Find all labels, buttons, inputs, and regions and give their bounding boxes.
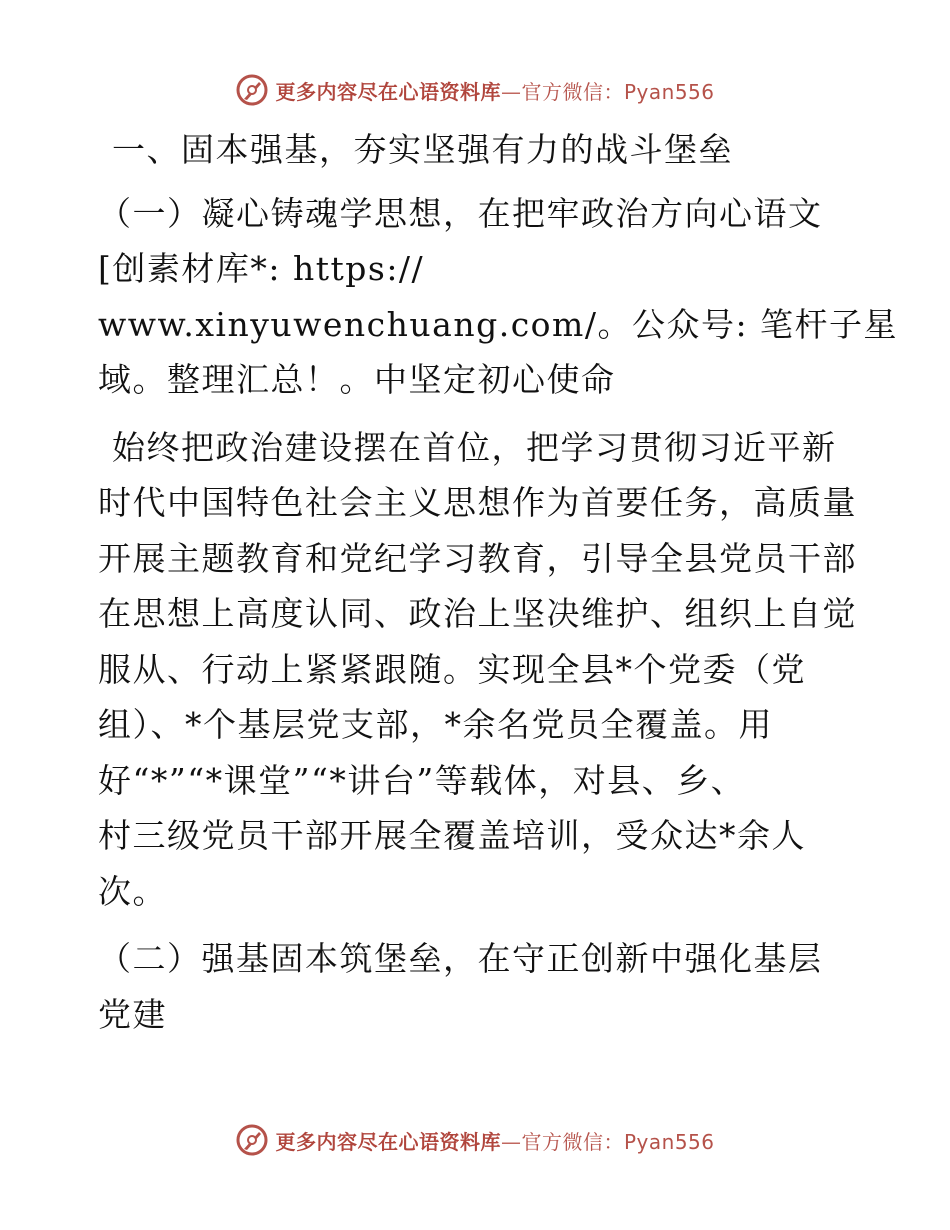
quill-logo-icon: [235, 73, 269, 107]
paragraph-line: 次。: [98, 871, 167, 911]
paragraph-line: 在思想上高度认同、政治上坚决维护、组织上自觉: [98, 594, 857, 633]
subsection-heading-2-line-2: 党建: [98, 994, 167, 1034]
subsection-heading-1-line-3: www.xinyuwenchuang.com/。公众号: 笔杆子星: [98, 304, 899, 344]
document-body: [98, 122, 899, 1042]
watermark-banner-top: [0, 70, 950, 110]
watermark-banner-bottom: [0, 1120, 950, 1160]
paragraph-line: 始终把政治建设摆在首位，把学习贯彻习近平新: [112, 427, 837, 467]
subsection-heading-1-line-2: [创素材库*: https://: [98, 249, 425, 288]
watermark-text: 更多内容尽在心语资料库—官方微信：Pyan556: [275, 1129, 715, 1154]
paragraph-line: 服从、行动上紧紧跟随。实现全县*个党委（党: [98, 649, 806, 689]
paragraph-line: 开展主题教育和党纪学习教育，引导全县党员干部: [98, 538, 857, 578]
quill-logo-icon: [235, 1123, 269, 1157]
watermark-text: 更多内容尽在心语资料库—官方微信：Pyan556: [275, 79, 715, 104]
paragraph-line: 组）、*个基层党支部，*余名党员全覆盖。用: [98, 705, 773, 744]
paragraph-line: 好“*”“*课堂”“*讲台”等载体，对县、乡、: [98, 760, 746, 800]
paragraph-line: 时代中国特色社会主义思想作为首要任务，高质量: [98, 483, 857, 522]
paragraph-line: 村三级党员干部开展全覆盖培训，受众达*余人: [98, 816, 806, 855]
subsection-heading-1-line-4: 域。整理汇总！。中坚定初心使命: [98, 360, 616, 399]
subsection-heading-1-line-1: （一）凝心铸魂学思想，在把牢政治方向心语文: [98, 193, 823, 233]
section-heading-1: 一、固本强基，夯实坚强有力的战斗堡垒: [112, 130, 733, 169]
subsection-heading-2-line-1: （二）强基固本筑堡垒，在守正创新中强化基层: [98, 939, 823, 978]
